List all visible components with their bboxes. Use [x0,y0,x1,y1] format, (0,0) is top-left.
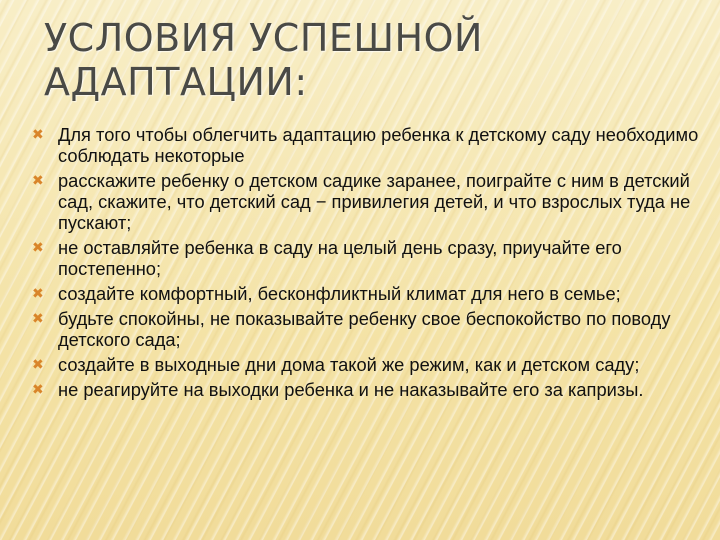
list-item-text: не оставляйте ребенка в саду на целый день сразу, приучайте его постепенно; [58,237,622,279]
asterisk-bullet-icon: ✖ [32,285,44,301]
list-item [30,124,706,166]
slide-title [44,16,684,104]
asterisk-bullet-icon: ✖ [32,172,44,188]
asterisk-bullet-icon: ✖ [32,239,44,255]
list-item-text: создайте комфортный, бесконфликтный климат для него в семье; [58,283,621,304]
asterisk-bullet-icon: ✖ [32,126,44,142]
list-item-text: не реагируйте на выходки ребенка и не наказывайте его за капризы. [58,379,644,400]
list-item [30,379,706,400]
list-item-text: Для того чтобы облегчить адаптацию ребенка к детскому саду необходимо соблюдать некоторые [58,124,699,166]
asterisk-bullet-icon: ✖ [32,310,44,326]
slide-title-line-2: АДАПТАЦИИ: [44,60,308,104]
list-item [30,283,706,304]
slide-title-line-1: УСЛОВИЯ УСПЕШНОЙ [44,16,483,60]
list-item [30,354,706,375]
list-item [30,237,706,279]
list-item-text: расскажите ребенку о детском садике заранее, поиграйте с ним в детский сад, скажите, что детский сад − привилегия детей, и что взрослых туда не пускают; [58,170,691,233]
list-item [30,308,706,350]
list-item-text: создайте в выходные дни дома такой же режим, как и детском саду; [58,354,640,375]
list-item [30,170,706,233]
bullet-list [30,124,706,404]
asterisk-bullet-icon: ✖ [32,356,44,372]
list-item-text: будьте спокойны, не показывайте ребенку свое беспокойство по поводу детского сада; [58,308,671,350]
asterisk-bullet-icon: ✖ [32,381,44,397]
